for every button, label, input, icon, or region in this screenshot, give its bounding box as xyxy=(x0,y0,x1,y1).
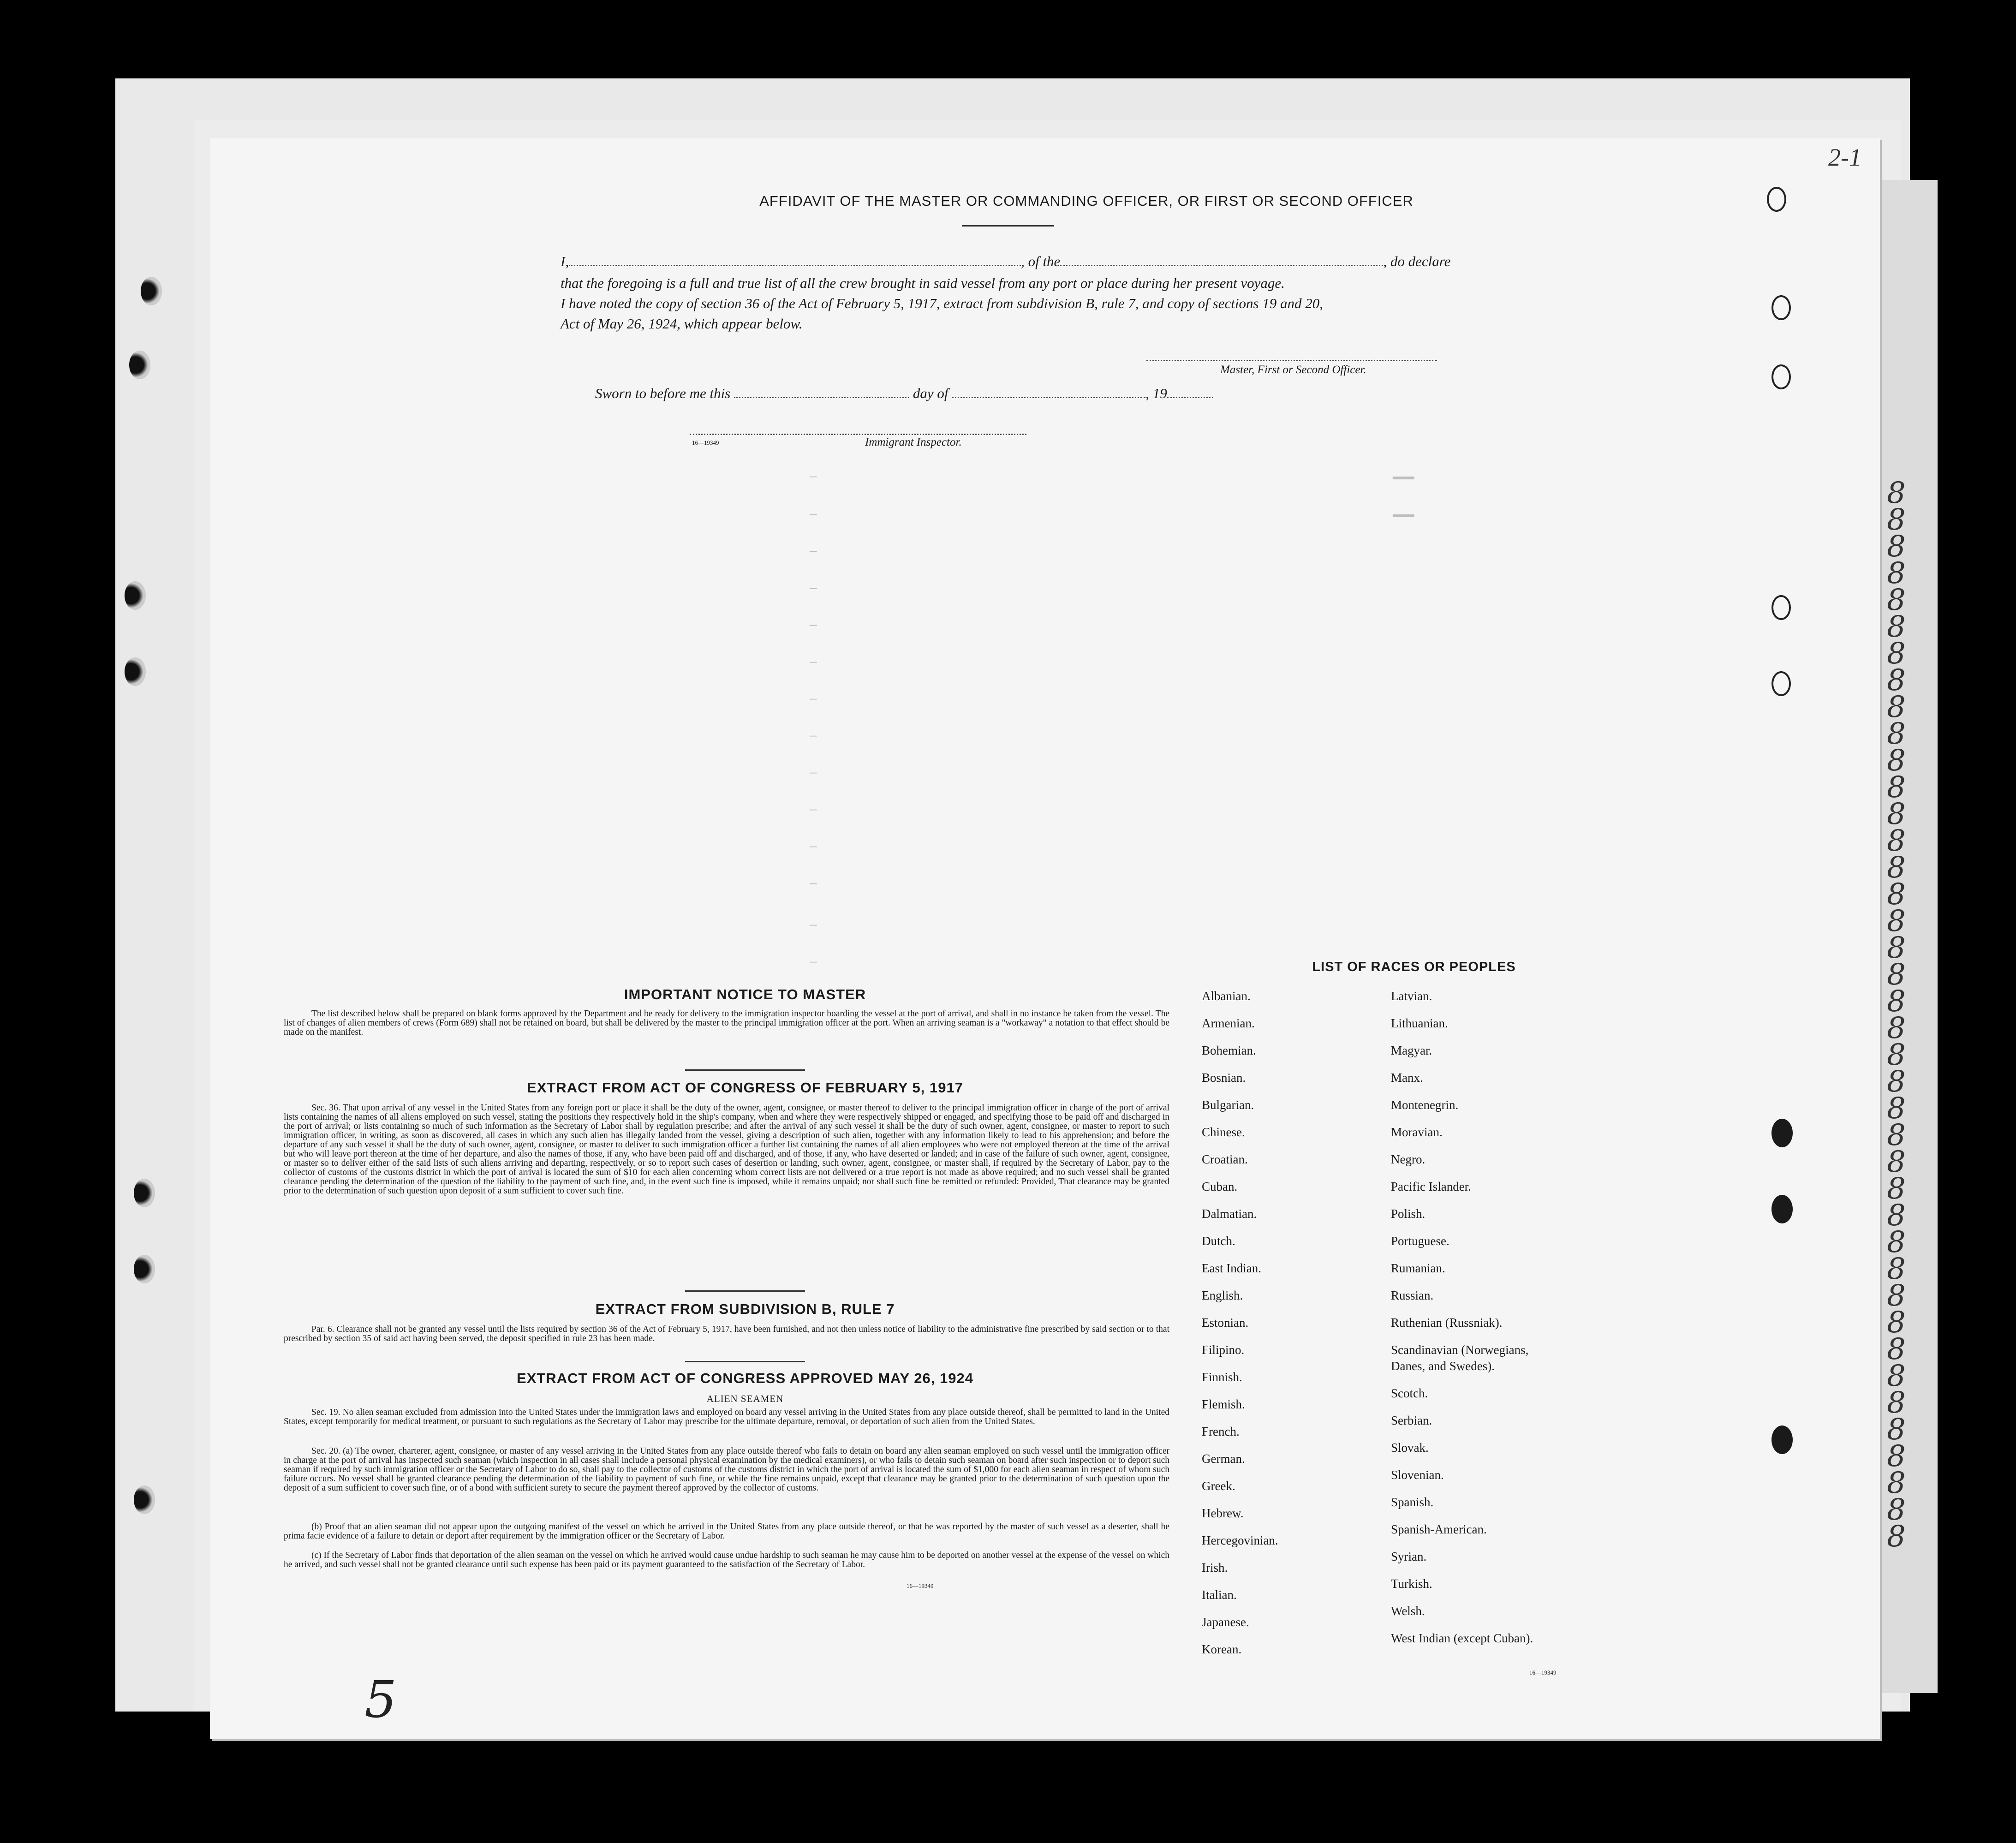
race-item: Turkish. xyxy=(1391,1577,1432,1591)
ghost-row: — xyxy=(810,729,817,743)
race-item: Pacific Islander. xyxy=(1391,1180,1471,1193)
race-item: Hercegovinian. xyxy=(1202,1533,1278,1547)
race-item: Estonian. xyxy=(1202,1316,1249,1330)
race-item: Danes, and Swedes). xyxy=(1391,1359,1495,1373)
race-item: Negro. xyxy=(1391,1152,1426,1166)
race-item: French. xyxy=(1202,1425,1240,1438)
ghost-row: — xyxy=(810,581,817,595)
race-item: Magyar. xyxy=(1391,1044,1432,1057)
race-item: Italian. xyxy=(1202,1588,1237,1602)
race-item: German. xyxy=(1202,1452,1245,1466)
form-number: 16—19349 xyxy=(907,1582,934,1589)
race-item: Ruthenian (Russniak). xyxy=(1391,1316,1503,1330)
punch-hole xyxy=(1771,1119,1793,1147)
handwritten-mark: 5 xyxy=(364,1670,397,1729)
race-item: Flemish. xyxy=(1202,1397,1245,1411)
race-item: Polish. xyxy=(1391,1207,1426,1221)
race-item: Dalmatian. xyxy=(1202,1207,1257,1221)
race-item: Rumanian. xyxy=(1391,1261,1445,1275)
ghost-row: — xyxy=(810,655,817,669)
affidavit-page xyxy=(210,138,1880,1739)
race-item: Manx. xyxy=(1391,1071,1423,1085)
divider xyxy=(685,1069,805,1071)
race-item: Scandinavian (Norwegians, xyxy=(1391,1343,1529,1357)
race-item: Russian. xyxy=(1391,1288,1434,1302)
master-signature-line xyxy=(1146,360,1437,361)
race-item: Filipino. xyxy=(1202,1343,1245,1357)
race-item: Croatian. xyxy=(1202,1152,1248,1166)
form-number: 16—19349 xyxy=(692,439,719,446)
race-item: Lithuanian. xyxy=(1391,1016,1448,1030)
affidavit-line-3: I have noted the copy of section 36 of the Act of February 5, 1917, extract from subdivision B, rule 7, and copy of sections 19 and 20, xyxy=(561,295,1324,311)
race-item: Bosnian. xyxy=(1202,1071,1246,1085)
race-item: Chinese. xyxy=(1202,1125,1245,1139)
ghost-row: — xyxy=(810,877,817,890)
race-item: Slovenian. xyxy=(1391,1468,1444,1482)
margin-note: 2-1 xyxy=(1828,143,1861,171)
year-blank xyxy=(1167,397,1213,398)
sec-20a: Sec. 20. (a) The owner, charterer, agent, consignee, or master of any vessel arriving in the United States from any place outside thereof who fails to detain on board any alien seaman employed on such vessel until the immigration officer in charge at the port of arrival has inspected such seaman (which inspection in all cases shall include a personal physical examination by the medical examiners), or who fails to detain such seaman on board after such inspection or to deport such seaman if required by such immigration officer or the Secretary of Labor to do so, shall pay to the collector of customs of the customs district in which the port of arrival is located the sum of $1,000 for each alien seaman in respect of whom such failure occurs. No vessel shall be granted clearance pending the determination of the liability to payment of such fine, or while the fine remains unpaid, except that clearance may be granted prior to the determination of such question upon the deposit of a sum sufficient to cover such fine, or of a bond with sufficient surety to secure the payment thereof approved by the collector of customs. xyxy=(284,1446,1169,1493)
affidavit-line-4: Act of May 26, 1924, which appear below. xyxy=(561,316,803,332)
race-item: Portuguese. xyxy=(1391,1234,1449,1248)
race-item: Irish. xyxy=(1202,1561,1228,1575)
affidavit-line-1: I, , of the , do declare xyxy=(561,253,1451,269)
punch-hole xyxy=(125,581,146,610)
punch-hole xyxy=(125,657,146,686)
race-item: Dutch. xyxy=(1202,1234,1235,1248)
ghost-row: — xyxy=(810,766,817,780)
race-item: Albanian. xyxy=(1202,989,1251,1003)
ghost-row: — xyxy=(810,918,817,932)
day-blank xyxy=(734,397,909,398)
race-item: Greek. xyxy=(1202,1479,1235,1493)
race-item: East Indian. xyxy=(1202,1261,1261,1275)
divider xyxy=(685,1290,805,1292)
month-blank xyxy=(952,397,1145,398)
punch-hole xyxy=(1771,1425,1793,1454)
race-item: Japanese. xyxy=(1202,1615,1249,1629)
race-item: West Indian (except Cuban). xyxy=(1391,1631,1533,1645)
sworn-line: Sworn to before me this day of , 19 xyxy=(595,385,1213,402)
vessel-blank xyxy=(1060,265,1383,266)
notice-body: The list described below shall be prepared on blank forms approved by the Department and be ready for delivery to the immigration inspector boarding the vessel at the port of arrival, and shall in no instance be taken from the vessel. The list of changes of alien members of crews (Form 689) shall not be retained on board, but shall be delivered by the master to the principal immigration officer at the port. When an arriving seaman is a "workaway" a notation to that effect should be made on the manifest. xyxy=(284,1009,1169,1037)
race-item: Welsh. xyxy=(1391,1604,1425,1618)
form-number: 16—19349 xyxy=(1529,1669,1557,1676)
extract-1924-subtitle: ALIEN SEAMEN xyxy=(706,1393,784,1404)
race-item: Spanish-American. xyxy=(1391,1522,1487,1536)
race-item: Cuban. xyxy=(1202,1180,1238,1193)
race-item: Armenian. xyxy=(1202,1016,1255,1030)
race-item: Moravian. xyxy=(1391,1125,1443,1139)
ghost-row: — xyxy=(810,955,817,969)
ghost-row: — xyxy=(810,692,817,706)
race-item: Spanish. xyxy=(1391,1495,1434,1509)
notice-title: IMPORTANT NOTICE TO MASTER xyxy=(624,986,866,1002)
punch-hole xyxy=(1771,295,1791,320)
ghost-row: — ▬▬▬ xyxy=(810,470,1414,483)
races-title: LIST OF RACES OR PEOPLES xyxy=(1312,960,1516,974)
ghost-row: — xyxy=(810,840,817,853)
race-item: Scotch. xyxy=(1391,1386,1428,1400)
punch-hole xyxy=(134,1179,155,1207)
race-item: Montenegrin. xyxy=(1391,1098,1459,1112)
race-item: Bohemian. xyxy=(1202,1044,1256,1057)
punch-hole xyxy=(1771,364,1791,389)
race-item: English. xyxy=(1202,1288,1243,1302)
punch-hole xyxy=(1767,187,1786,212)
ghost-row: — xyxy=(810,544,817,558)
handwritten-margin-marks: 8 8 8 8 8 8 8 8 8 8 8 8 8 8 8 8 8 8 8 8 8 8 8 8 8 8 8 8 8 8 8 8 8 8 8 8 8 8 8 8 xyxy=(1887,476,1906,1554)
sec-19: Sec. 19. No alien seaman excluded from admission into the United States under the immigration laws and employed on board any vessel arriving in the United States from any place outside thereof, shall be permitted to land in the United States, except temporarily for medical treatment, or pursuant to such regulations as the Secretary of Labor may prescribe for the ultimate departure, removal, or deportation of such alien from the United States. xyxy=(284,1408,1169,1426)
sec-20b: (b) Proof that an alien seaman did not appear upon the outgoing manifest of the vessel on which he arrived in the United States from any place outside thereof, or that he was reported by the master of such vessel as a deserter, shall be prima facie evidence of a failure to detain or deport after requirement by the immigration officer or the Secretary of Labor. xyxy=(284,1522,1169,1541)
ghost-row: — ▬▬▬ xyxy=(810,507,1414,521)
punch-hole xyxy=(141,277,162,305)
race-item: Finnish. xyxy=(1202,1370,1242,1384)
ghost-row: — xyxy=(810,803,817,817)
race-item: Korean. xyxy=(1202,1642,1242,1656)
race-item: Syrian. xyxy=(1391,1550,1427,1563)
punch-hole xyxy=(134,1485,155,1514)
race-item: Bulgarian. xyxy=(1202,1098,1254,1112)
races-left-column xyxy=(1202,983,1278,1663)
inspector-signature-line xyxy=(690,434,1026,435)
inspector-label: Immigrant Inspector. xyxy=(865,436,962,448)
punch-hole xyxy=(129,351,150,379)
name-blank xyxy=(569,265,1021,266)
race-item: Hebrew. xyxy=(1202,1506,1244,1520)
extract-rule7-body: Par. 6. Clearance shall not be granted any vessel until the lists required by section 36 of the Act of February 5, 1917, have been furnished, and not then unless notice of liability to the administrative fine prescribed by said section or to that prescribed by section 35 of said act having been served, the deposit specified in rule 23 has been made. xyxy=(284,1324,1169,1343)
extract-1924-title: EXTRACT FROM ACT OF CONGRESS APPROVED MAY 26, 1924 xyxy=(517,1370,973,1386)
race-item: Latvian. xyxy=(1391,989,1432,1003)
sec-20c: (c) If the Secretary of Labor finds that deportation of the alien seaman on the vessel on which he arrived would cause undue hardship to such seaman he may cause him to be deported on another vessel at the expense of the vessel on which he arrived, and such vessel shall not be granted clearance until such expense has been paid or its payment guaranteed to the satisfaction of the Secretary of Labor. xyxy=(284,1551,1169,1569)
race-item: Serbian. xyxy=(1391,1414,1432,1427)
extract-rule7-title: EXTRACT FROM SUBDIVISION B, RULE 7 xyxy=(595,1301,895,1317)
master-signature-label: Master, First or Second Officer. xyxy=(1220,364,1366,376)
ghost-row: — xyxy=(810,618,817,632)
punch-hole xyxy=(134,1255,155,1283)
divider xyxy=(685,1361,805,1362)
punch-hole xyxy=(1771,1195,1793,1223)
races-right-column xyxy=(1391,983,1533,1652)
affidavit-line-2: that the foregoing is a full and true list of all the crew brought in said vessel from any port or place during her present voyage. xyxy=(561,275,1285,291)
race-item: Slovak. xyxy=(1391,1441,1429,1455)
extract-1917-title: EXTRACT FROM ACT OF CONGRESS OF FEBRUARY 5, 1917 xyxy=(527,1080,963,1096)
affidavit-title: AFFIDAVIT OF THE MASTER OR COMMANDING OFFICER, OR FIRST OR SECOND OFFICER xyxy=(759,193,1414,209)
divider xyxy=(962,225,1054,227)
extract-1917-body: Sec. 36. That upon arrival of any vessel in the United States from any foreign port or place it shall be the duty of the owner, agent, consignee, or master thereof to deliver to the principal immigration officer in charge of the port of arrival lists containing the names of all aliens employed on such vessel, stating the positions they respectively hold in the ship's company, when and where they were respectively shipped or engaged, and specifying those to be paid off and discharged in the port of arrival; or lists containing so much of such information as the Secretary of Labor shall by regulation prescribe; and after the arrival of any such vessel it shall be the duty of such owner, agent, consignee, or master to report to such immigration officer, in writing, as soon as discovered, all cases in which any such alien has illegally landed from the vessel, giving a description of such alien, together with any information likely to lead to his apprehension; and before the departure of any such vessel it shall be the duty of such owner, agent, consignee, or master to deliver to such immigration officer a further list containing the names of all alien employees who were not employed thereon at the time of the arrival but who will leave port thereon at the time of her departure, and also the names of those, if any, who have been paid off and discharged, and of those, if any, who have deserted or landed; and in case of the failure of such owner, agent, consignee, or master so to deliver either of the said lists of such aliens arriving and departing, respectively, or so to report such cases of desertion or landing, such owner, agent, consignee, or master shall, if required by the Secretary of Labor, pay to the collector of customs of the customs district in which the port of arrival is located the sum of $10 for each alien concerning whom correct lists are not delivered or a true report is not made as above required; and no such vessel shall be granted clearance pending the determination of the question of the liability to the payment of such fine, and, in the event such fine is imposed, while it remains unpaid; nor shall such fine be remitted or refunded: Provided, That clearance may be granted prior to the determination of such question upon deposit of a sum sufficient to cover such fine. xyxy=(284,1103,1169,1196)
